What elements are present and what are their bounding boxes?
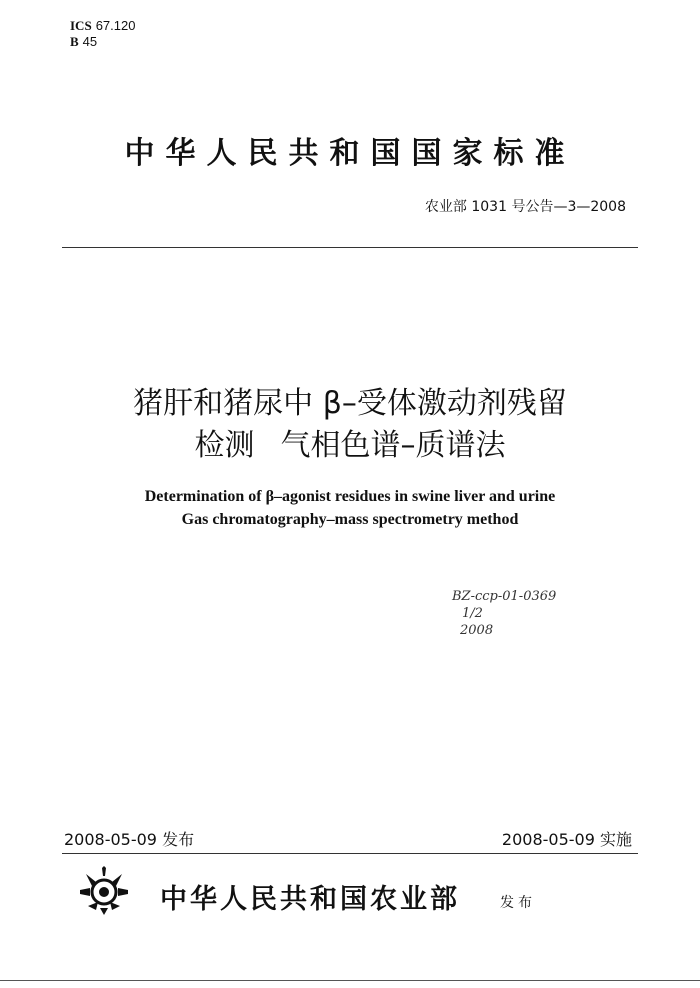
ccs-line [70,34,135,50]
ministry-emblem-icon [76,866,132,916]
title-cn-line1: 猪肝和猪尿中 β–受体激动剂残留 [133,386,567,421]
ics-value: 67.120 [95,18,136,33]
title-en-line2: Gas chromatography–mass spectrometry method [181,511,519,528]
issue-label: 发布 [500,895,536,911]
handwritten-note-line2: 1/2 [462,606,483,621]
top-divider [62,247,638,248]
title-cn-line2-part2: 气相色谱–质谱法 [280,428,506,463]
ccs-label: B [70,34,79,49]
standard-type-heading: 中华人民共和国国家标准 [124,136,576,171]
handwritten-note-line1: BZ-ccp-01-0369 [452,589,557,604]
bottom-divider [62,853,638,854]
ccs-value: 45 [82,34,98,49]
title-en-line1: Determination of β–agonist residues in swine liver and urine [144,488,556,505]
page-bottom-rule [0,980,700,981]
ics-label: ICS [70,18,92,33]
issuer-name: 中华人民共和国农业部 [160,884,460,915]
implement-date: 2008-05-09 实施 [501,830,632,849]
handwritten-note [452,588,622,639]
ics-line [70,18,135,34]
standard-code: 农业部 1031 号公告—3—2008 [424,199,626,215]
title-cn-line2 [0,426,700,466]
handwritten-note-line3: 2008 [460,623,494,638]
title-cn-line2-part1: 检测 [194,428,255,463]
publish-date: 2008-05-09 发布 [64,830,195,849]
classification-header [70,18,135,50]
